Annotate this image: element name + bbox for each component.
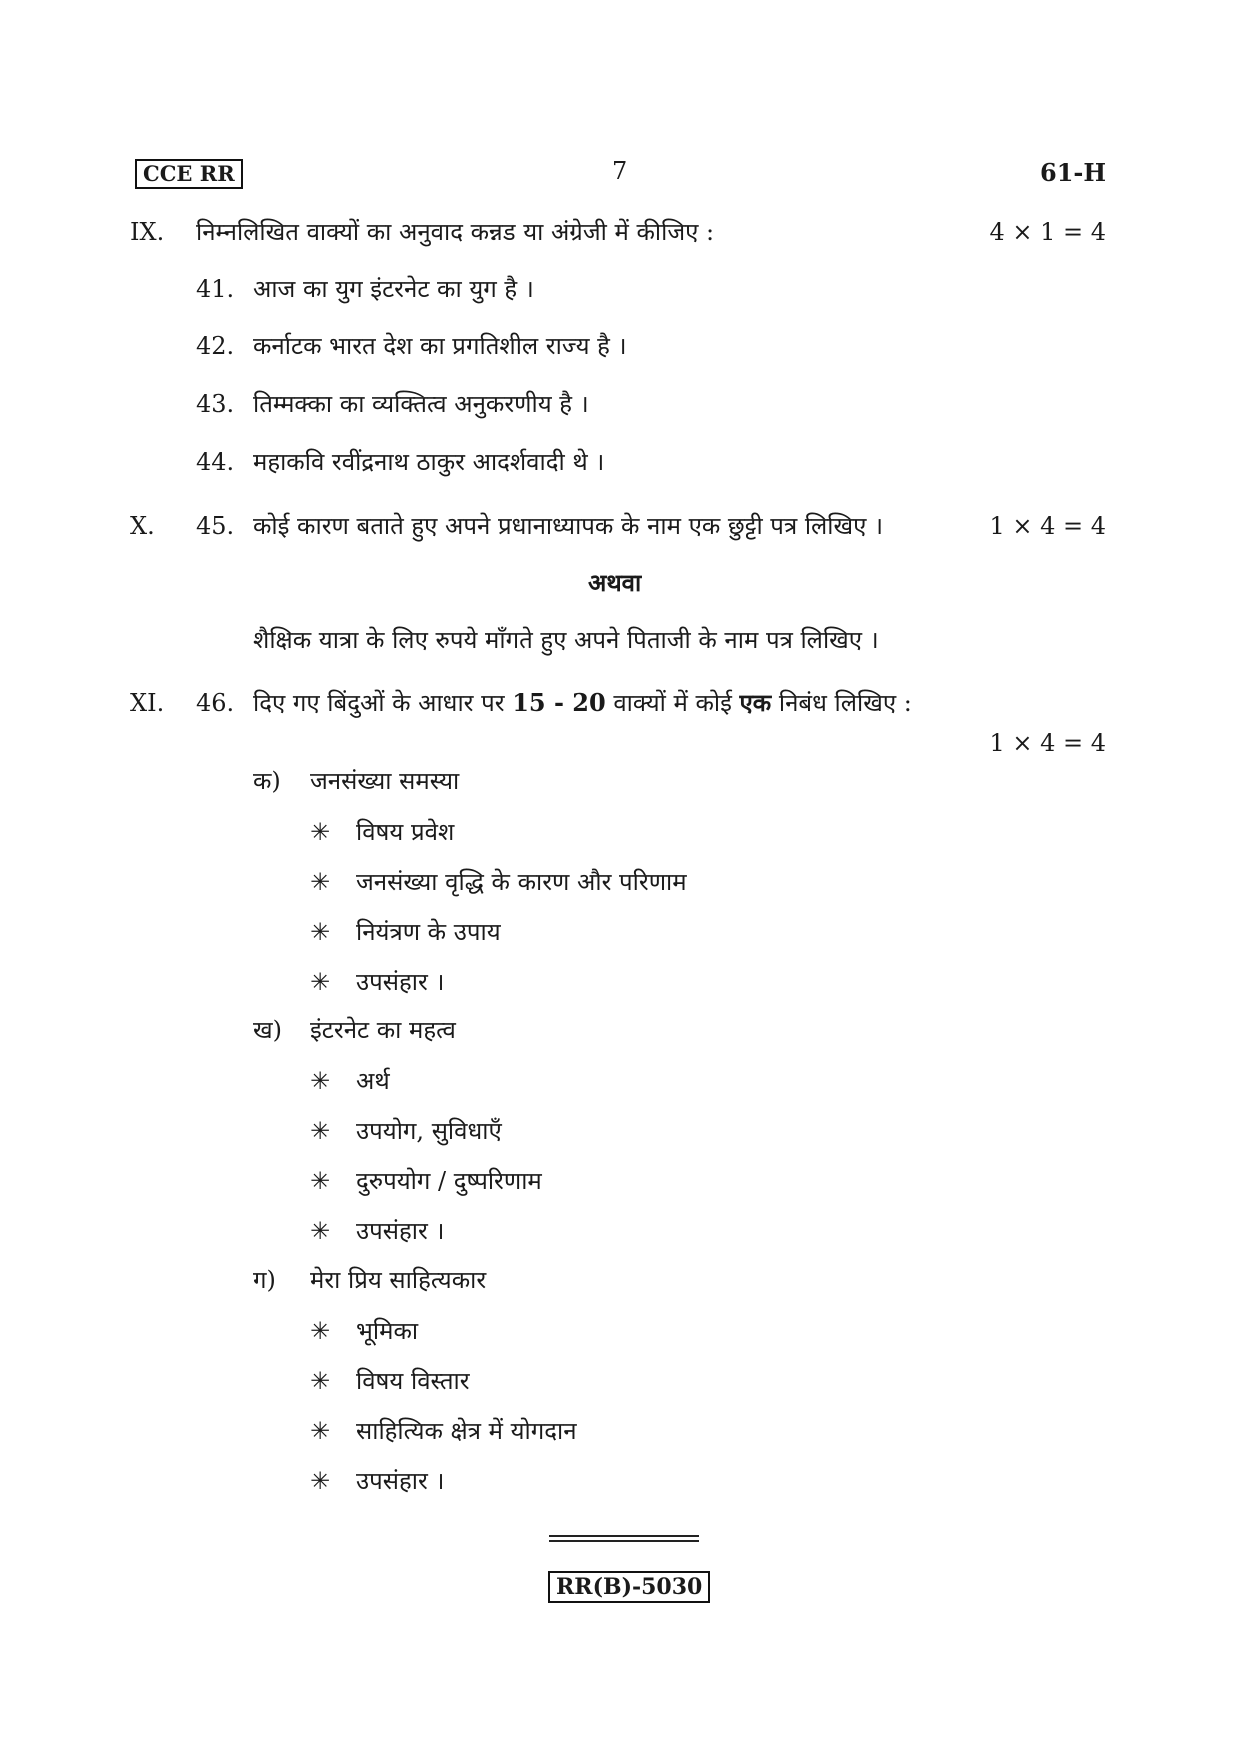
asterisk-icon: ✳ xyxy=(310,1167,331,1195)
question-number: 44. xyxy=(196,448,235,476)
cce-rr-label: CCE RR xyxy=(135,159,243,189)
question-text: तिम्मक्का का व्यक्तित्व अनुकरणीय है । xyxy=(253,390,589,418)
essay-instruction xyxy=(253,687,912,719)
asterisk-icon: ✳ xyxy=(310,868,331,896)
question-text: महाकवि रवींद्रनाथ ठाकुर आदर्शवादी थे । xyxy=(253,448,605,476)
asterisk-icon: ✳ xyxy=(310,1117,331,1145)
essay-instruction-part: दिए गए बिंदुओं के आधार पर xyxy=(253,689,505,717)
sentence-count-range: 15 - 20 xyxy=(512,688,606,717)
topic-point: नियंत्रण के उपाय xyxy=(356,918,501,946)
asterisk-icon: ✳ xyxy=(310,818,331,846)
footer-code: RR(B)-5030 xyxy=(548,1571,710,1603)
question-number: 45. xyxy=(196,512,235,540)
section-ix-roman: IX. xyxy=(130,218,165,246)
topic-label: ख) xyxy=(253,1016,282,1044)
asterisk-icon: ✳ xyxy=(310,918,331,946)
topic-label: ग) xyxy=(253,1266,276,1294)
question-number: 42. xyxy=(196,332,235,360)
essay-instruction-part: निबंध लिखिए : xyxy=(778,689,912,717)
section-x-roman: X. xyxy=(130,512,155,540)
page-number: 7 xyxy=(612,157,628,185)
asterisk-icon: ✳ xyxy=(310,968,331,996)
essay-instruction-part: वाक्यों में कोई xyxy=(613,689,732,717)
section-x-marks: 1 × 4 = 4 xyxy=(989,512,1106,540)
topic-label: क) xyxy=(253,767,281,795)
essay-count-emphasis: एक xyxy=(739,688,772,717)
asterisk-icon: ✳ xyxy=(310,1067,331,1095)
topic-point: उपसंहार । xyxy=(356,1217,445,1245)
alternative-question-text: शैक्षिक यात्रा के लिए रुपये माँगते हुए अपने पिताजी के नाम पत्र लिखिए । xyxy=(253,626,879,654)
asterisk-icon: ✳ xyxy=(310,1317,331,1345)
or-label: अथवा xyxy=(588,568,642,597)
section-ix-instruction: निम्नलिखित वाक्यों का अनुवाद कन्नड या अंग्रेजी में कीजिए : xyxy=(196,218,715,246)
topic-point: जनसंख्या वृद्धि के कारण और परिणाम xyxy=(356,868,687,896)
question-number: 46. xyxy=(196,689,235,717)
asterisk-icon: ✳ xyxy=(310,1417,331,1445)
topic-title: इंटरनेट का महत्व xyxy=(310,1016,456,1044)
topic-title: मेरा प्रिय साहित्यकार xyxy=(310,1266,487,1294)
question-text: आज का युग इंटरनेट का युग है । xyxy=(253,275,534,303)
topic-point: दुरुपयोग / दुष्परिणाम xyxy=(356,1167,542,1195)
question-number: 41. xyxy=(196,275,235,303)
section-ix-marks: 4 × 1 = 4 xyxy=(989,218,1106,246)
topic-point: साहित्यिक क्षेत्र में योगदान xyxy=(356,1417,577,1445)
asterisk-icon: ✳ xyxy=(310,1217,331,1245)
section-xi-roman: XI. xyxy=(130,689,165,717)
end-rule xyxy=(549,1540,699,1542)
section-xi-marks: 1 × 4 = 4 xyxy=(989,729,1106,757)
topic-point: अर्थ xyxy=(356,1067,390,1095)
topic-point: विषय विस्तार xyxy=(356,1367,470,1395)
topic-point: भूमिका xyxy=(356,1317,419,1345)
topic-title: जनसंख्या समस्या xyxy=(310,767,460,795)
question-text: कोई कारण बताते हुए अपने प्रधानाध्यापक के नाम एक छुट्टी पत्र लिखिए । xyxy=(253,512,884,540)
end-rule xyxy=(549,1535,699,1537)
question-text: कर्नाटक भारत देश का प्रगतिशील राज्य है । xyxy=(253,332,627,360)
topic-point: विषय प्रवेश xyxy=(356,818,455,846)
topic-point: उपयोग, सुविधाएँ xyxy=(356,1117,502,1145)
asterisk-icon: ✳ xyxy=(310,1467,331,1495)
topic-point: उपसंहार । xyxy=(356,1467,445,1495)
asterisk-icon: ✳ xyxy=(310,1367,331,1395)
topic-point: उपसंहार । xyxy=(356,968,445,996)
paper-code: 61-H xyxy=(1040,158,1107,187)
question-number: 43. xyxy=(196,390,235,418)
